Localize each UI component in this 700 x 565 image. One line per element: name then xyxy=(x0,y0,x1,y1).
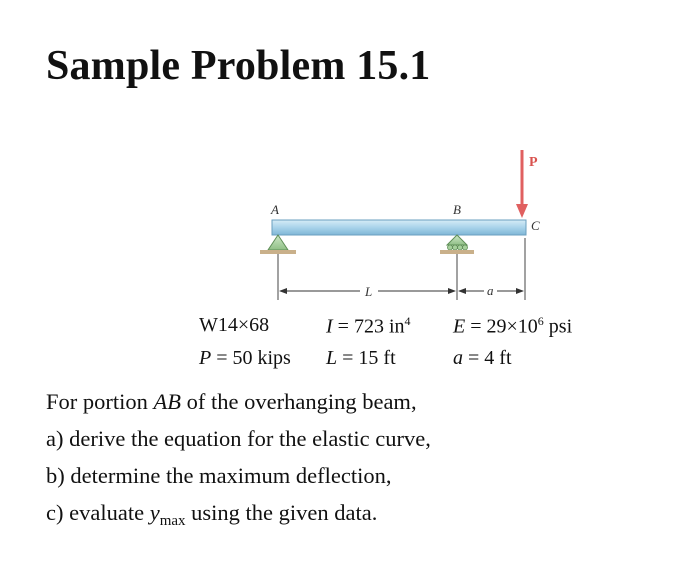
statement-line-4: c) evaluate $y_{max}$ using the given data. xyxy=(46,500,378,529)
statement-line-1: For portion AB of the overhanging beam, xyxy=(46,389,417,414)
label-p: P xyxy=(529,155,538,170)
dim-label-a: a xyxy=(487,283,494,298)
load-value: P = 50 kips xyxy=(199,347,291,369)
moment-of-inertia: I = 723 $in^4$ xyxy=(326,314,411,338)
label-a: A xyxy=(271,202,279,217)
label-c: C xyxy=(531,218,540,233)
statement-line-3: b) determine the maximum deflection, xyxy=(46,463,392,488)
overhang-length: a = 4 ft xyxy=(453,347,512,369)
problem-statement xyxy=(46,383,431,540)
roller-support-b xyxy=(440,235,474,300)
label-b: B xyxy=(453,202,461,217)
beam xyxy=(272,220,526,235)
span-length: L = 15 ft xyxy=(326,347,396,369)
modulus-of-elasticity: $E = 29\times 10^6$ psi xyxy=(453,314,573,338)
dim-label-l: L xyxy=(365,284,373,299)
page-title: Sample Problem 15.1 xyxy=(46,43,431,89)
load-arrow-p xyxy=(516,150,528,218)
section-designation: W14×68 xyxy=(199,314,270,336)
pin-support-a xyxy=(260,235,296,300)
statement-line-2: a) derive the equation for the elastic curve, xyxy=(46,426,431,451)
